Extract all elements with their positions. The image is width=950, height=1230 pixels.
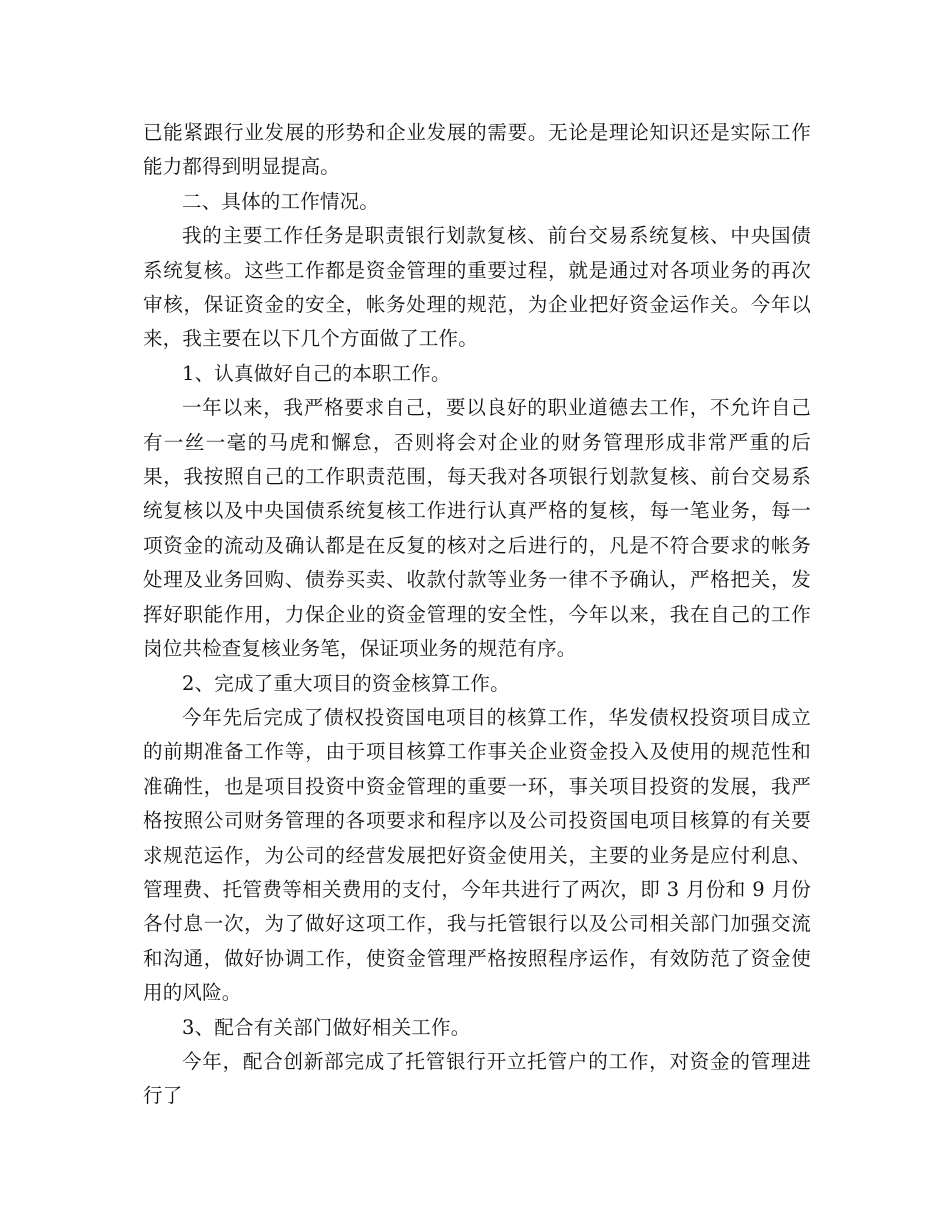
paragraph-continuation: 已能紧跟行业发展的形势和企业发展的需要。无论是理论知识还是实际工作能力都得到明显提高。	[143, 121, 811, 179]
paragraph-main-tasks: 我的主要工作任务是职责银行划款复核、前台交易系统复核、中央国债系统复核。这些工作都是资金管理的重要过程，就是通过对各项业务的再次审核，保证资金的安全，帐务处理的规范，为企业把好资金运作关。今年以来，我主要在以下几个方面做了工作。	[143, 224, 811, 351]
subheading-duty-work: 1、认真做好自己的本职工作。	[182, 361, 451, 385]
paragraph-duty-work: 一年以来，我严格要求自己，要以良好的职业道德去工作，不允许自己有一丝一毫的马虎和懈怠，否则将会对企业的财务管理形成非常严重的后果，我按照自己的工作职责范围，每天我对各项银行划款复核、前台交易系统复核以及中央国债系统复核工作进行认真严格的复核，每一笔业务，每一项资金的流动及确认都是在反复的核对之后进行的，凡是不符合要求的帐务处理及业务回购、债券买卖、收款付款等业务一律不予确认，严格把关，发挥好职能作用，力保企业的资金管理的安全性，今年以来，我在自己的工作岗位共检查复核业务笔，保证项业务的规范有序。	[143, 396, 811, 661]
subheading-project-accounting: 2、完成了重大项目的资金核算工作。	[182, 671, 510, 695]
subheading-department-cooperation: 3、配合有关部门做好相关工作。	[182, 1015, 471, 1039]
paragraph-department-cooperation: 今年，配合创新部完成了托管银行开立托管户的工作，对资金的管理进行了	[143, 1049, 811, 1108]
document-body	[143, 116, 811, 1114]
paragraph-project-accounting: 今年先后完成了债权投资国电项目的核算工作，华发债权投资项目成立的前期准备工作等，由于项目核算工作事关企业资金投入及使用的规范性和准确性，也是项目投资中资金管理的重要一环，事关项目投资的发展，我严格按照公司财务管理的各项要求和程序以及公司投资国电项目核算的有关要求规范运作，为公司的经营发展把好资金使用关，主要的业务是应付利息、管理费、托管费等相关费用的支付，今年共进行了两次，即 3 月份和 9 月份各付息一次，为了做好这项工作，我与托管银行以及公司相关部门加强交流和沟通，做好协调工作，使资金管理严格按照程序运作，有效防范了资金使用的风险。	[143, 705, 811, 1005]
section-heading-work-details: 二、具体的工作情况。	[182, 189, 380, 213]
